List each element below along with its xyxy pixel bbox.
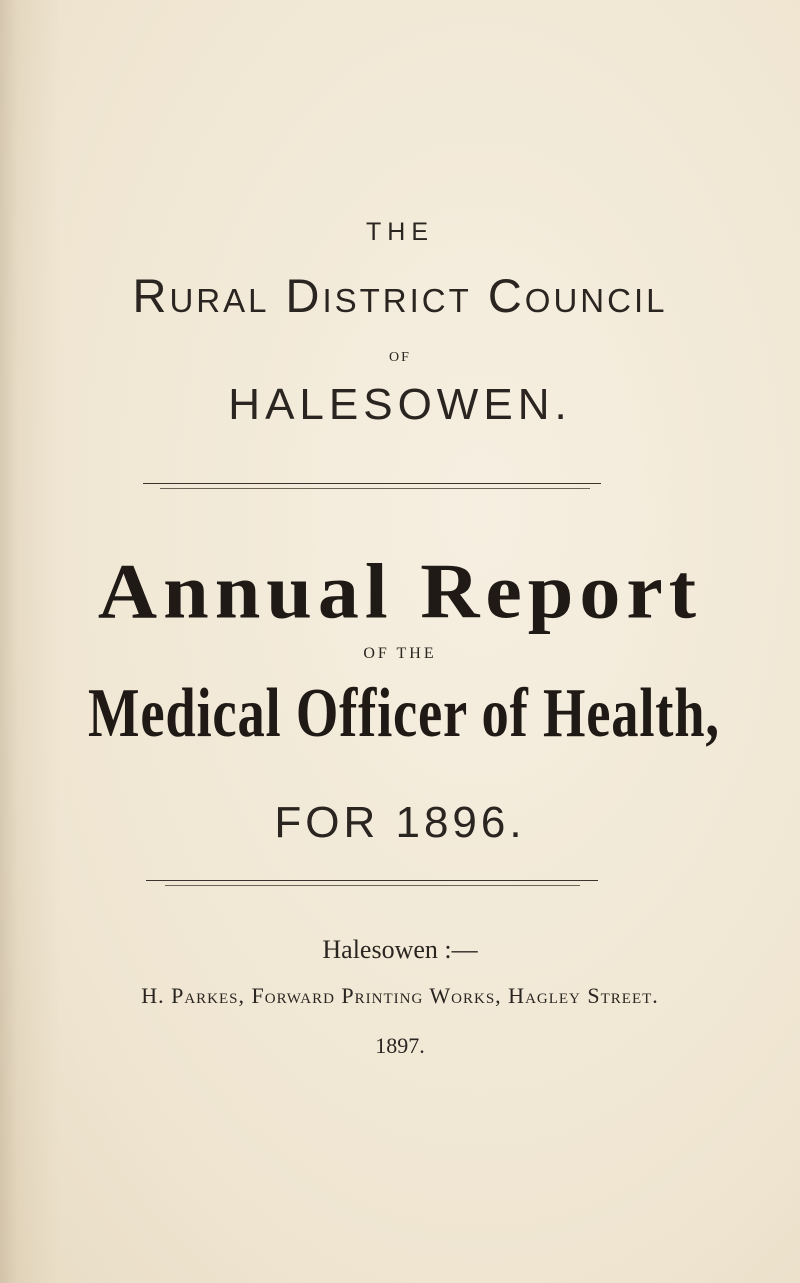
imprint-date: 1897. xyxy=(375,1033,425,1058)
report-of-the: OF THE xyxy=(363,645,437,662)
title-of: OF xyxy=(389,350,411,365)
report-year: FOR 1896. xyxy=(274,798,526,847)
top-divider xyxy=(143,483,601,484)
bottom-divider xyxy=(146,880,598,881)
title-the: THE xyxy=(366,218,434,246)
report-subject: Medical Officer of Health, xyxy=(88,675,720,752)
imprint-place: Halesowen :— xyxy=(322,935,478,964)
imprint-printer: H. Parkes, Forward Printing Works, Hagley Street. xyxy=(141,983,659,1008)
bottom-divider-thin xyxy=(165,885,580,886)
council-name: Rural District Council xyxy=(132,269,668,322)
report-heading: Annual Report xyxy=(97,548,703,635)
town-name: HALESOWEN. xyxy=(228,380,572,429)
top-divider-thin xyxy=(160,488,590,489)
